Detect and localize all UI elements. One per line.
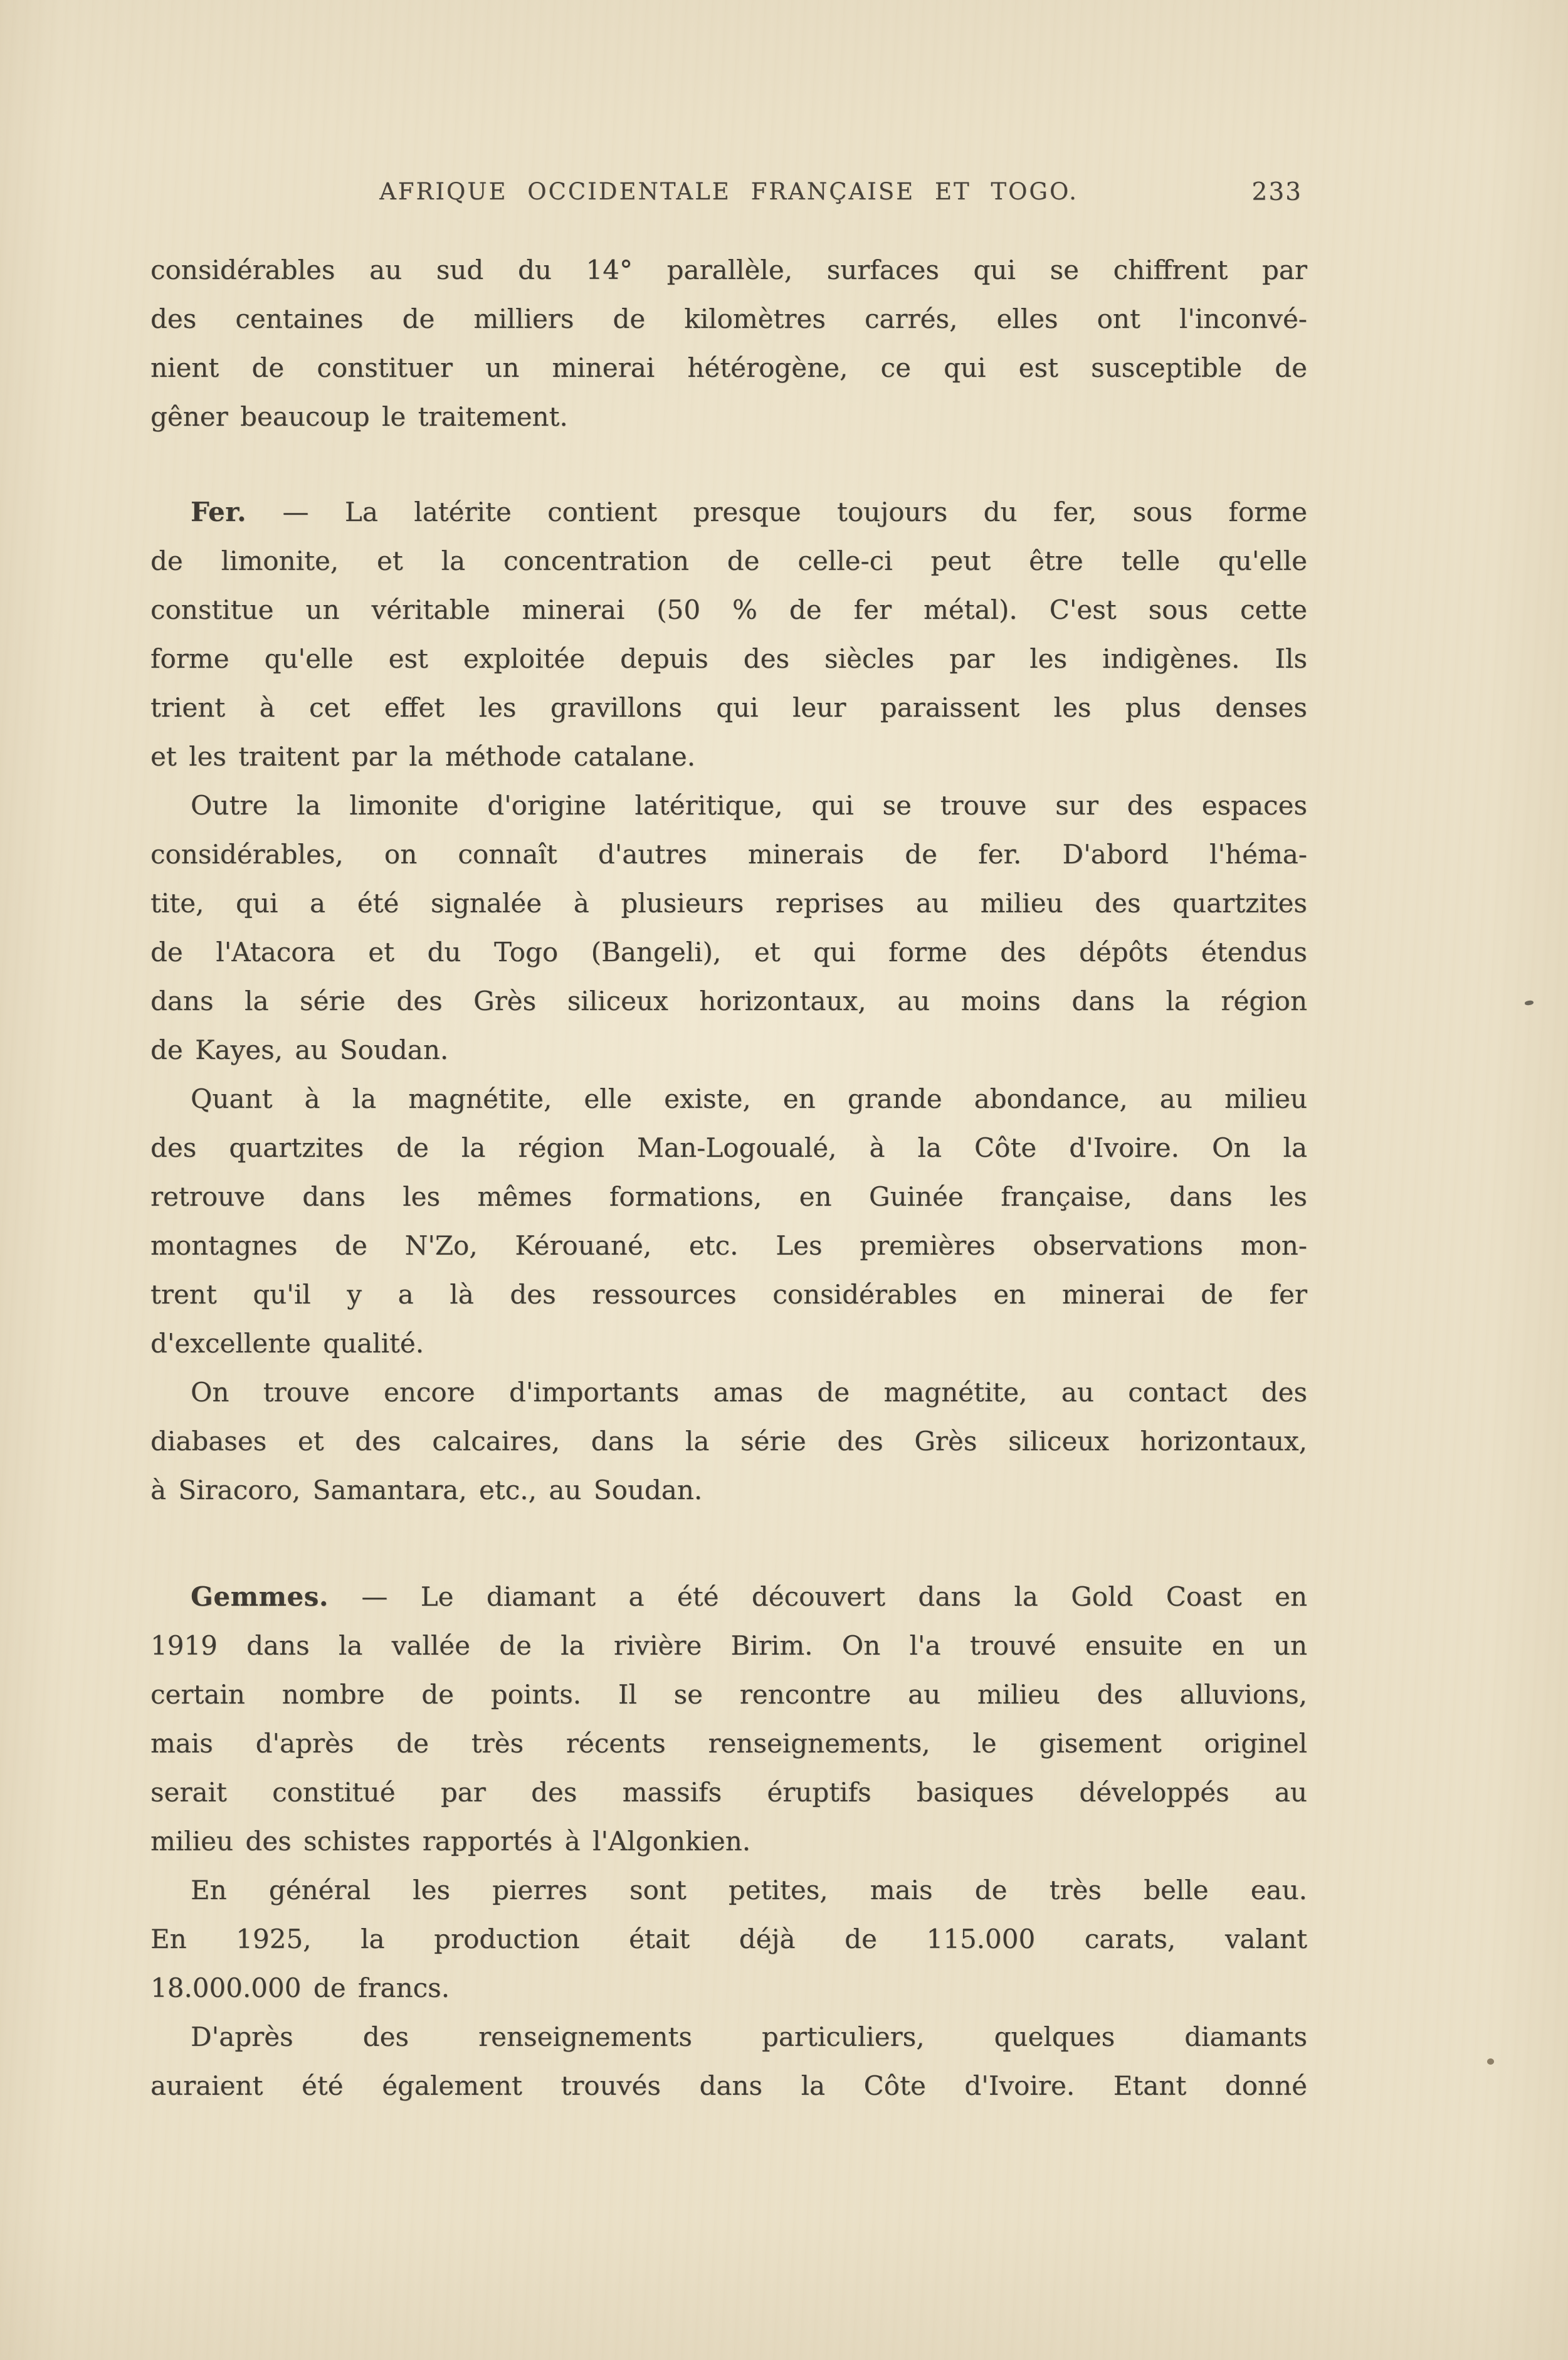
text-line: nient de constituer un minerai hétérogène, ce qui est susceptible de	[150, 352, 1307, 383]
text-line: des centaines de milliers de kilomètres carrés, elles ont l'inconvé-	[150, 303, 1307, 334]
paragraph-gemmes	[150, 1572, 1307, 1866]
text-line: retrouve dans les mêmes formations, en Guinée française, dans les	[150, 1181, 1307, 1212]
text-line: de l'Atacora et du Togo (Bangeli), et qui forme des dépôts étendus	[150, 937, 1307, 967]
text-line: certain nombre de points. Il se rencontre au milieu des alluvions,	[150, 1679, 1307, 1710]
text-line: En général les pierres sont petites, mais de très belle eau.	[191, 1875, 1307, 1905]
paragraph-continuation	[150, 246, 1307, 441]
text-line	[150, 488, 1307, 537]
text-line: dans la série des Grès siliceux horizontaux, au moins dans la région	[150, 986, 1307, 1016]
text-line	[150, 1572, 1307, 1621]
text-line: tite, qui a été signalée à plusieurs reprises au milieu des quartzites	[150, 888, 1307, 919]
text-line: mais d'après de très récents renseignements, le gisement originel	[150, 1728, 1307, 1759]
text-line: de limonite, et la concentration de celle-ci peut être telle qu'elle	[150, 545, 1307, 576]
text-line: En 1925, la production était déjà de 115.000 carats, valant	[150, 1924, 1307, 1954]
text-line: considérables au sud du 14° parallèle, surfaces qui se chiffrent par	[150, 255, 1307, 285]
text-line: à Siracoro, Samantara, etc., au Soudan.	[150, 1475, 703, 1505]
page-header	[150, 178, 1307, 211]
paragraph-production	[150, 1866, 1307, 2013]
page-body	[150, 246, 1307, 2110]
text-line: des quartzites de la région Man-Logoualé, à la Côte d'Ivoire. On la	[150, 1132, 1307, 1163]
text-line: Outre la limonite d'origine latéritique, qui se trouve sur des espaces	[191, 790, 1307, 821]
paragraph-limonite	[150, 781, 1307, 1075]
paragraph-magnetite	[150, 1075, 1307, 1368]
text-line: gêner beaucoup le traitement.	[150, 401, 568, 432]
paper-speck	[1487, 2058, 1494, 2065]
text-line: montagnes de N'Zo, Kérouané, etc. Les premières observations mon-	[150, 1230, 1307, 1261]
text-line-rest: — Le diamant a été découvert dans la Gold Coast en	[328, 1581, 1307, 1612]
text-line: diabases et des calcaires, dans la série des Grès siliceux horizontaux,	[150, 1426, 1307, 1457]
paper-speck	[1525, 1000, 1534, 1006]
paragraph-cote-ivoire	[150, 2013, 1307, 2110]
page-number: 233	[1251, 178, 1302, 206]
paragraph-fer	[150, 488, 1307, 781]
text-line: constitue un véritable minerai (50 % de fer métal). C'est sous cette	[150, 594, 1307, 625]
text-line: D'après des renseignements particuliers, quelques diamants	[191, 2021, 1307, 2052]
text-line: trient à cet effet les gravillons qui leur paraissent les plus denses	[150, 692, 1307, 723]
text-line: trent qu'il y a là des ressources considérables en minerai de fer	[150, 1279, 1307, 1310]
paragraph-lead-fer: Fer.	[191, 497, 247, 527]
running-title: AFRIQUE OCCIDENTALE FRANÇAISE ET TOGO.	[379, 178, 1078, 205]
paragraph-amas-magnetite	[150, 1368, 1307, 1515]
paragraph-lead-gemmes: Gemmes.	[191, 1581, 329, 1612]
text-line: de Kayes, au Soudan.	[150, 1035, 449, 1065]
text-line: considérables, on connaît d'autres minerais de fer. D'abord l'héma-	[150, 839, 1307, 870]
text-line: Quant à la magnétite, elle existe, en grande abondance, au milieu	[191, 1083, 1307, 1114]
text-line: On trouve encore d'importants amas de magnétite, au contact des	[191, 1377, 1307, 1408]
text-line: d'excellente qualité.	[150, 1328, 424, 1359]
text-line: et les traitent par la méthode catalane.	[150, 741, 696, 772]
text-line: milieu des schistes rapportés à l'Algonkien.	[150, 1826, 751, 1857]
text-line: serait constitué par des massifs éruptifs basiques développés au	[150, 1777, 1307, 1808]
text-line: 18.000.000 de francs.	[150, 1973, 450, 2003]
text-line-rest: — La latérite contient presque toujours du fer, sous forme	[246, 497, 1307, 527]
text-line: forme qu'elle est exploitée depuis des siècles par les indigènes. Ils	[150, 643, 1307, 674]
text-line: auraient été également trouvés dans la Côte d'Ivoire. Etant donné	[150, 2070, 1307, 2101]
text-line: 1919 dans la vallée de la rivière Birim. On l'a trouvé ensuite en un	[150, 1630, 1307, 1661]
